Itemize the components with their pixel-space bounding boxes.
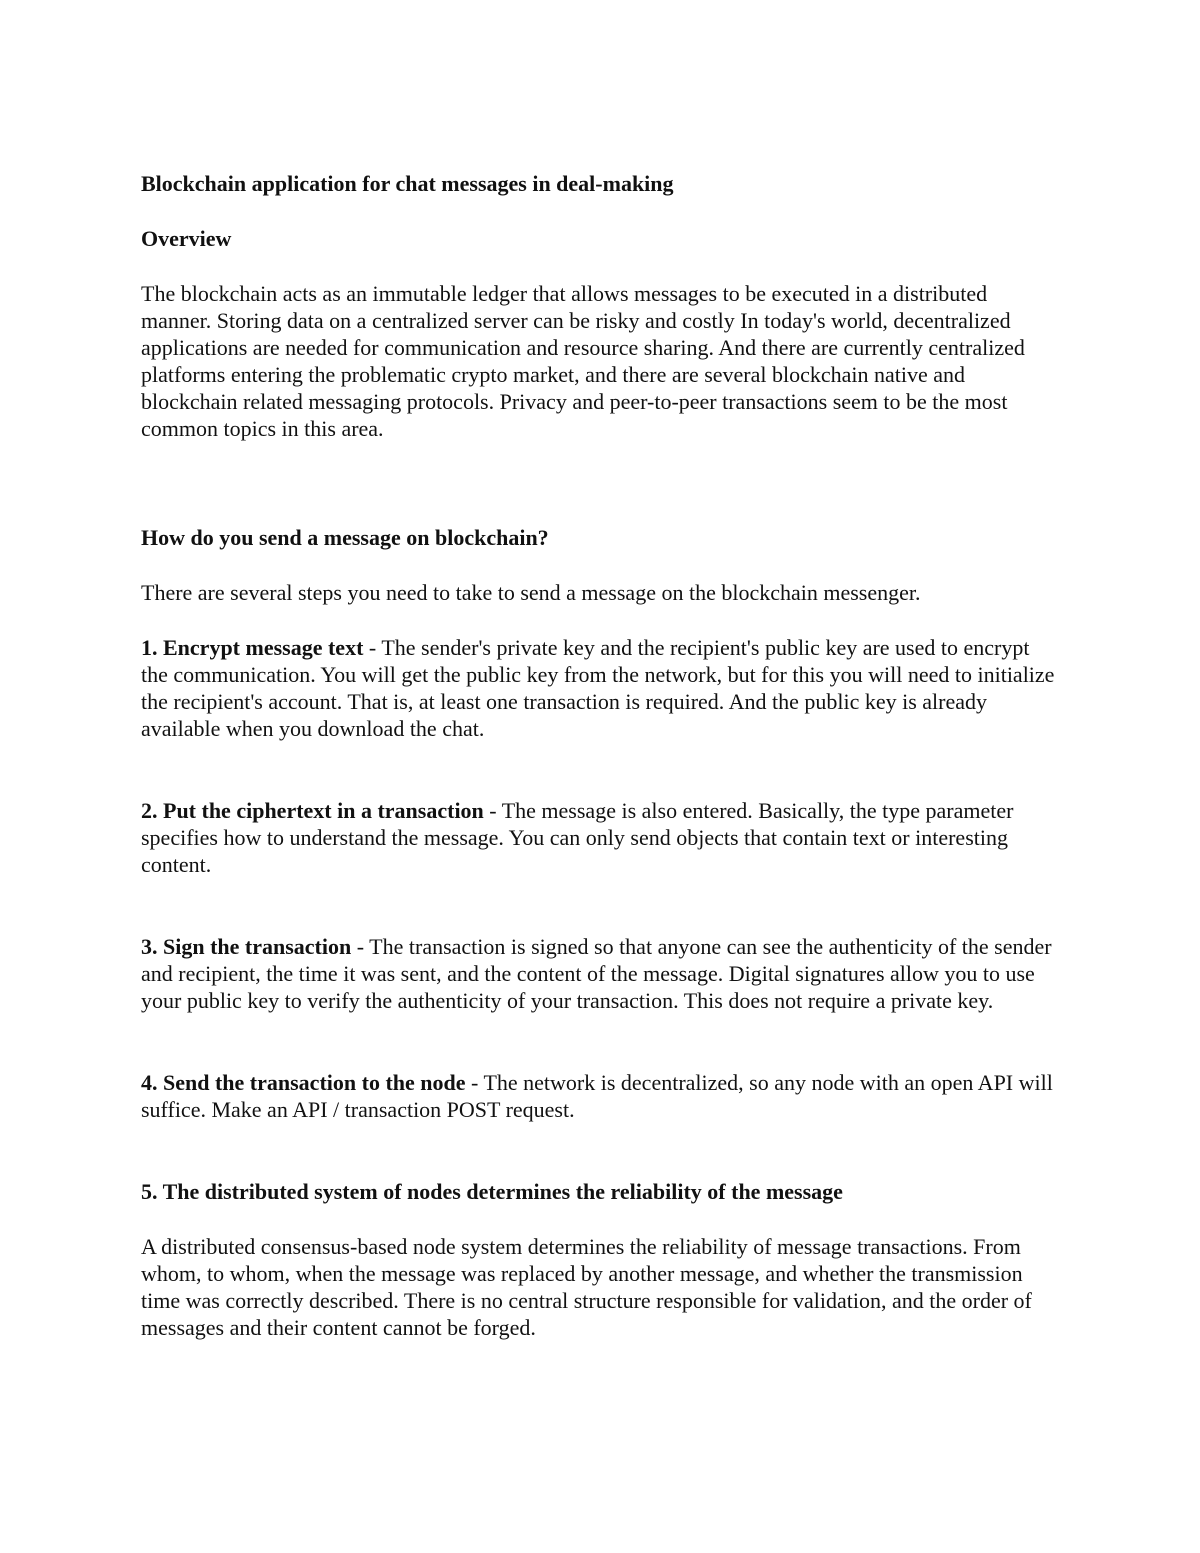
howto-heading: How do you send a message on blockchain?	[141, 525, 549, 550]
step-4-title: 4. Send the transaction to the node	[141, 1070, 466, 1095]
step-4-text: - The network is decentralized, so any node with an open API will suffice. Make an API / transaction POST request.	[141, 1070, 1053, 1122]
document-page	[141, 170, 1061, 1369]
overview-heading: Overview	[141, 226, 232, 251]
step-5-heading: 5. The distributed system of nodes determines the reliability of the message	[141, 1179, 843, 1204]
step-5-paragraph: A distributed consensus-based node system determines the reliability of message transactions. From whom, to whom, when the message was replaced by another message, and whether the transmission time was correctly described. There is no central structure responsible for validation, and the order of messages and their content cannot be forged.	[141, 1234, 1032, 1340]
step-3-paragraph	[141, 933, 1061, 1014]
step-1-text: - The sender's private key and the recipient's public key are used to encrypt the communication. You will get the public key from the network, but for this you will need to initialize the recipient's account. That is, at least one transaction is required. And the public key is already available when you download the chat.	[141, 635, 1055, 741]
step-3-title: 3. Sign the transaction	[141, 934, 352, 959]
document-title: Blockchain application for chat messages in deal-making	[141, 171, 674, 196]
step-4-paragraph	[141, 1069, 1061, 1123]
step-1-paragraph	[141, 634, 1061, 742]
step-3-text: - The transaction is signed so that anyone can see the authenticity of the sender and recipient, the time it was sent, and the content of the message. Digital signatures allow you to use your public key to verify the authenticity of your transaction. This does not require a private key.	[141, 934, 1052, 1013]
step-2-paragraph	[141, 797, 1061, 878]
step-2-title: 2. Put the ciphertext in a transaction	[141, 798, 484, 823]
howto-intro-paragraph: There are several steps you need to take to send a message on the blockchain messenger.	[141, 580, 921, 605]
overview-paragraph: The blockchain acts as an immutable ledger that allows messages to be executed in a distributed manner. Storing data on a centralized server can be risky and costly In today's world, decentralized applications are needed for communication and resource sharing. And there are currently centralized platforms entering the problematic crypto market, and there are several blockchain native and blockchain related messaging protocols. Privacy and peer-to-peer transactions seem to be the most common topics in this area.	[141, 281, 1025, 441]
step-2-text: - The message is also entered. Basically, the type parameter specifies how to understand the message. You can only send objects that contain text or interesting content.	[141, 798, 1014, 877]
step-1-title: 1. Encrypt message text	[141, 635, 364, 660]
